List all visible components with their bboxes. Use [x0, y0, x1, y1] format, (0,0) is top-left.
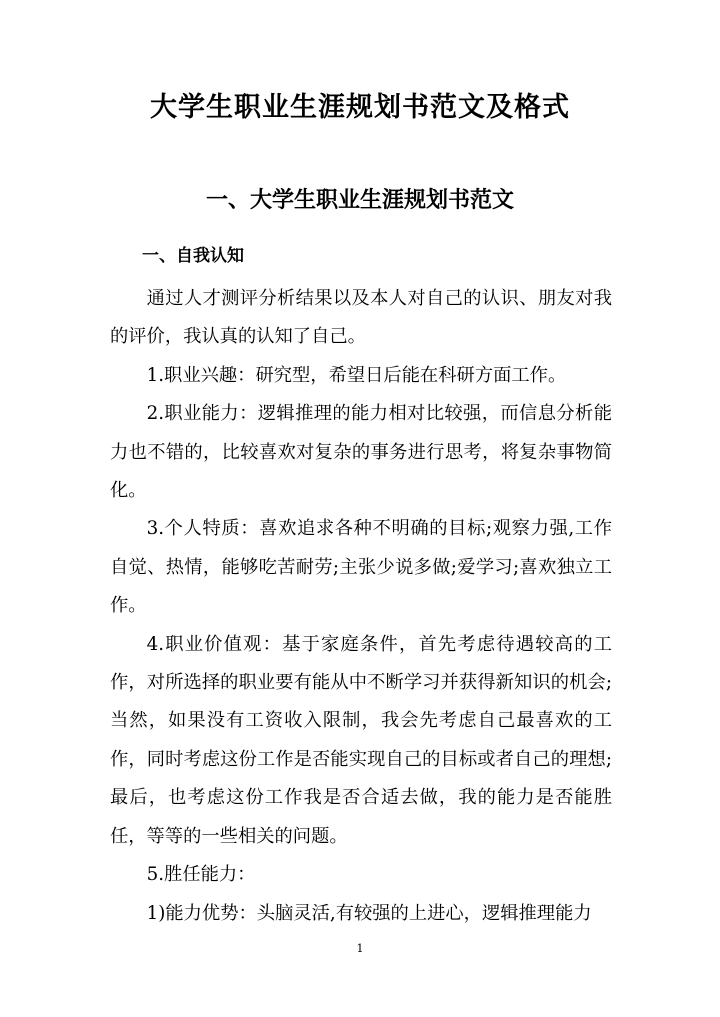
subsection-heading: 一、自我认知 [142, 246, 244, 266]
paragraph-career-interest: 1.职业兴趣：研究型，希望日后能在科研方面工作。 [146, 364, 567, 386]
paragraph-ability-strengths: 1)能力优势：头脑灵活,有较强的上进心，逻辑推理能力 [146, 902, 592, 924]
paragraph-career-ability: 2.职业能力：逻辑推理的能力相对比较强，而信息分析能力也不错的，比较喜欢对复杂的事务进行思考，将复杂事物简化。 [110, 403, 612, 502]
page-number: 1 [356, 942, 364, 955]
document-body [110, 280, 612, 933]
paragraph-competency: 5.胜任能力： [146, 864, 256, 886]
section-heading: 一、大学生职业生涯规划书范文 [205, 187, 514, 213]
paragraph-personal-traits: 3.个人特质：喜欢追求各种不明确的目标;观察力强,工作自觉、热情，能够吃苦耐劳;主张少说多做;爱学习;喜欢独立工作。 [110, 518, 612, 617]
paragraph-intro: 通过人才测评分析结果以及本人对自己的认识、朋友对我的评价，我认真的认知了自己。 [110, 288, 612, 348]
paragraph-career-values: 4.职业价值观：基于家庭条件，首先考虑待遇较高的工作，对所选择的职业要有能从中不断学习并获得新知识的机会;当然，如果没有工资收入限制，我会先考虑自己最喜欢的工作，同时考虑这份工作是否能实现自己的目标或者自己的理想;最后，也考虑这份工作我是否合适去做，我的能力是否能胜任，等等的一些相关的问题。 [110, 633, 612, 847]
document-title: 大学生职业生涯规划书范文及格式 [150, 92, 570, 123]
